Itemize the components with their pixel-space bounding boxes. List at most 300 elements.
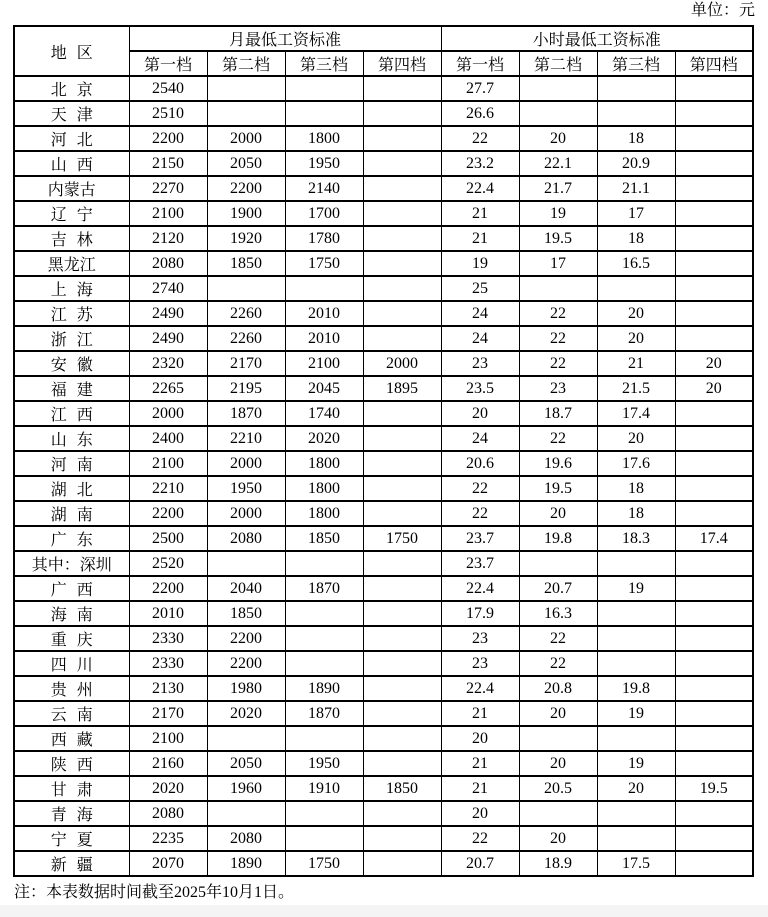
monthly-value-cell: 2160 (129, 751, 207, 776)
hourly-value-cell (519, 726, 597, 751)
monthly-value-cell: 2540 (129, 76, 207, 101)
region-cell: 四 川 (14, 651, 129, 676)
minimum-wage-table (13, 25, 754, 877)
region-cell: 陕 西 (14, 751, 129, 776)
monthly-value-cell (207, 276, 285, 301)
hourly-value-cell: 22.4 (441, 176, 519, 201)
hourly-value-cell: 18.9 (519, 851, 597, 876)
table-row (14, 676, 753, 701)
region-cell: 江 西 (14, 401, 129, 426)
table-row (14, 101, 753, 126)
hourly-value-cell (675, 626, 753, 651)
tier-header: 第三档 (285, 51, 363, 76)
table-row (14, 551, 753, 576)
monthly-value-cell (363, 326, 441, 351)
monthly-value-cell (363, 826, 441, 851)
hourly-value-cell: 23.7 (441, 551, 519, 576)
hourly-value-cell: 17.5 (597, 851, 675, 876)
monthly-value-cell: 2080 (129, 801, 207, 826)
hourly-value-cell: 22 (519, 651, 597, 676)
hourly-value-cell: 22.4 (441, 676, 519, 701)
hourly-value-cell (675, 601, 753, 626)
hourly-value-cell: 20 (597, 301, 675, 326)
region-cell: 天 津 (14, 101, 129, 126)
monthly-value-cell: 2050 (207, 751, 285, 776)
monthly-value-cell: 2200 (207, 176, 285, 201)
monthly-value-cell: 1980 (207, 676, 285, 701)
hourly-value-cell (675, 576, 753, 601)
hourly-value-cell (519, 276, 597, 301)
monthly-value-cell: 2320 (129, 351, 207, 376)
monthly-value-cell: 2100 (129, 726, 207, 751)
monthly-value-cell: 2000 (207, 501, 285, 526)
monthly-value-cell: 1750 (285, 251, 363, 276)
hourly-value-cell: 21 (441, 751, 519, 776)
monthly-value-cell: 2140 (285, 176, 363, 201)
hourly-value-cell: 23 (441, 626, 519, 651)
region-cell: 湖 南 (14, 501, 129, 526)
region-cell: 福 建 (14, 376, 129, 401)
hourly-value-cell: 20 (519, 126, 597, 151)
monthly-value-cell: 2080 (129, 251, 207, 276)
hourly-value-cell (597, 101, 675, 126)
region-cell: 贵 州 (14, 676, 129, 701)
monthly-value-cell: 2260 (207, 326, 285, 351)
region-cell: 湖 北 (14, 476, 129, 501)
table-row (14, 226, 753, 251)
hourly-value-cell: 26.6 (441, 101, 519, 126)
hourly-value-cell: 19.5 (519, 226, 597, 251)
table-row (14, 176, 753, 201)
table-row (14, 376, 753, 401)
monthly-value-cell (207, 76, 285, 101)
table-row (14, 776, 753, 801)
monthly-value-cell: 1960 (207, 776, 285, 801)
hourly-value-cell: 24 (441, 326, 519, 351)
hourly-value-cell: 23.2 (441, 151, 519, 176)
monthly-value-cell: 2330 (129, 651, 207, 676)
monthly-value-cell: 1950 (207, 476, 285, 501)
hourly-value-cell: 20 (441, 726, 519, 751)
monthly-value-cell (285, 801, 363, 826)
region-cell: 吉 林 (14, 226, 129, 251)
hourly-value-cell: 22 (519, 351, 597, 376)
hourly-value-cell (597, 626, 675, 651)
table-header (14, 26, 753, 76)
hourly-value-cell: 20 (597, 326, 675, 351)
region-cell: 广 东 (14, 526, 129, 551)
hourly-value-cell: 23.7 (441, 526, 519, 551)
hourly-value-cell (675, 651, 753, 676)
hourly-value-cell: 20.7 (441, 851, 519, 876)
hourly-value-cell: 19 (597, 576, 675, 601)
hourly-value-cell: 20 (597, 426, 675, 451)
monthly-value-cell: 2010 (129, 601, 207, 626)
monthly-value-cell (207, 101, 285, 126)
hourly-value-cell: 16.5 (597, 251, 675, 276)
table-row (14, 276, 753, 301)
table-row (14, 426, 753, 451)
hourly-value-cell: 20 (441, 401, 519, 426)
monthly-value-cell: 2510 (129, 101, 207, 126)
hourly-value-cell: 17.4 (597, 401, 675, 426)
monthly-value-cell: 2020 (207, 701, 285, 726)
monthly-value-cell: 2130 (129, 676, 207, 701)
monthly-value-cell: 1700 (285, 201, 363, 226)
monthly-value-cell: 1920 (207, 226, 285, 251)
hourly-value-cell: 19 (519, 201, 597, 226)
monthly-value-cell: 1870 (285, 701, 363, 726)
region-cell: 宁 夏 (14, 826, 129, 851)
monthly-value-cell (363, 551, 441, 576)
monthly-value-cell: 1870 (285, 576, 363, 601)
monthly-value-cell: 2000 (207, 451, 285, 476)
monthly-value-cell: 1750 (285, 851, 363, 876)
hourly-value-cell: 22 (441, 476, 519, 501)
monthly-value-cell (363, 126, 441, 151)
table-row (14, 326, 753, 351)
hourly-value-cell (675, 751, 753, 776)
monthly-value-cell: 2010 (285, 326, 363, 351)
monthly-value-cell: 2195 (207, 376, 285, 401)
hourly-value-cell (675, 826, 753, 851)
hourly-value-cell: 20 (519, 826, 597, 851)
monthly-value-cell: 1750 (363, 526, 441, 551)
region-cell: 重 庆 (14, 626, 129, 651)
monthly-value-cell: 2000 (129, 401, 207, 426)
monthly-value-cell (285, 626, 363, 651)
monthly-value-cell: 1890 (285, 676, 363, 701)
tier-header: 第一档 (441, 51, 519, 76)
hourly-value-cell: 24 (441, 301, 519, 326)
bottom-strip (0, 905, 768, 917)
hourly-value-cell: 19 (597, 751, 675, 776)
hourly-value-cell (597, 801, 675, 826)
monthly-value-cell: 1895 (363, 376, 441, 401)
hourly-value-cell: 20.8 (519, 676, 597, 701)
hourly-value-cell: 22.4 (441, 576, 519, 601)
tier-header: 第三档 (597, 51, 675, 76)
monthly-value-cell (207, 726, 285, 751)
hourly-value-cell: 21.7 (519, 176, 597, 201)
region-cell: 河 南 (14, 451, 129, 476)
monthly-value-cell (363, 251, 441, 276)
hourly-value-cell (675, 76, 753, 101)
monthly-value-cell: 2520 (129, 551, 207, 576)
hourly-value-cell: 17.9 (441, 601, 519, 626)
region-column-header: 地 区 (14, 26, 129, 76)
table-row (14, 401, 753, 426)
hourly-value-cell (675, 276, 753, 301)
hourly-value-cell: 19.5 (519, 476, 597, 501)
monthly-value-cell: 2070 (129, 851, 207, 876)
monthly-value-cell (363, 476, 441, 501)
table-row (14, 126, 753, 151)
monthly-value-cell (363, 426, 441, 451)
hourly-value-cell: 21 (441, 226, 519, 251)
region-cell: 河 北 (14, 126, 129, 151)
monthly-value-cell: 2260 (207, 301, 285, 326)
hourly-value-cell: 22.1 (519, 151, 597, 176)
region-cell: 黑龙江 (14, 251, 129, 276)
table-row (14, 726, 753, 751)
monthly-value-cell (363, 451, 441, 476)
monthly-value-cell: 2270 (129, 176, 207, 201)
hourly-value-cell: 17.6 (597, 451, 675, 476)
hourly-value-cell: 20 (519, 701, 597, 726)
table-row (14, 251, 753, 276)
hourly-value-cell: 21.5 (597, 376, 675, 401)
hourly-value-cell: 20.5 (519, 776, 597, 801)
region-cell: 其中：深圳 (14, 551, 129, 576)
hourly-value-cell: 21 (441, 201, 519, 226)
monthly-value-cell (363, 176, 441, 201)
monthly-value-cell: 2235 (129, 826, 207, 851)
monthly-value-cell: 2020 (285, 426, 363, 451)
monthly-value-cell: 1800 (285, 126, 363, 151)
monthly-value-cell: 2100 (129, 201, 207, 226)
hourly-value-cell: 20.6 (441, 451, 519, 476)
hourly-value-cell: 23.5 (441, 376, 519, 401)
hourly-value-cell: 20.7 (519, 576, 597, 601)
hourly-value-cell: 19.5 (675, 776, 753, 801)
region-cell: 山 东 (14, 426, 129, 451)
hourly-value-cell (597, 276, 675, 301)
monthly-value-cell: 1850 (207, 601, 285, 626)
monthly-value-cell: 2210 (207, 426, 285, 451)
hourly-value-cell: 21 (441, 776, 519, 801)
hourly-value-cell (519, 551, 597, 576)
monthly-value-cell: 1800 (285, 476, 363, 501)
monthly-value-cell: 1740 (285, 401, 363, 426)
monthly-value-cell (285, 726, 363, 751)
hourly-value-cell (675, 551, 753, 576)
region-cell: 浙 江 (14, 326, 129, 351)
hourly-value-cell (675, 176, 753, 201)
table-row (14, 151, 753, 176)
hourly-value-cell: 18 (597, 501, 675, 526)
monthly-value-cell (363, 226, 441, 251)
region-cell: 安 徽 (14, 351, 129, 376)
hourly-value-cell: 27.7 (441, 76, 519, 101)
hourly-value-cell: 18 (597, 476, 675, 501)
region-cell: 新 疆 (14, 851, 129, 876)
monthly-value-cell: 2740 (129, 276, 207, 301)
monthly-value-cell (285, 101, 363, 126)
hourly-value-cell: 19.8 (597, 676, 675, 701)
tier-header: 第一档 (129, 51, 207, 76)
hourly-value-cell: 19 (597, 701, 675, 726)
table-row (14, 601, 753, 626)
hourly-value-cell (675, 101, 753, 126)
table-row (14, 301, 753, 326)
monthly-value-cell: 1910 (285, 776, 363, 801)
hourly-value-cell: 17 (597, 201, 675, 226)
monthly-value-cell (207, 551, 285, 576)
monthly-value-cell: 1780 (285, 226, 363, 251)
monthly-value-cell (363, 676, 441, 701)
monthly-value-cell (363, 701, 441, 726)
monthly-value-cell: 1870 (207, 401, 285, 426)
monthly-value-cell (363, 201, 441, 226)
hourly-value-cell: 20 (675, 376, 753, 401)
monthly-value-cell: 1800 (285, 501, 363, 526)
table-row (14, 626, 753, 651)
monthly-value-cell: 2100 (129, 451, 207, 476)
hourly-value-cell (519, 101, 597, 126)
hourly-value-cell: 22 (441, 126, 519, 151)
monthly-value-cell (285, 276, 363, 301)
region-cell: 上 海 (14, 276, 129, 301)
hourly-value-cell: 23 (441, 351, 519, 376)
hourly-value-cell (519, 801, 597, 826)
group-header-row (14, 26, 753, 51)
region-cell: 北 京 (14, 76, 129, 101)
monthly-value-cell: 2170 (207, 351, 285, 376)
hourly-value-cell (675, 501, 753, 526)
hourly-value-cell (675, 451, 753, 476)
table-row (14, 651, 753, 676)
hourly-value-cell: 22 (519, 626, 597, 651)
monthly-group-header: 月最低工资标准 (129, 26, 441, 51)
monthly-value-cell: 2000 (363, 351, 441, 376)
monthly-value-cell: 2050 (207, 151, 285, 176)
footnote: 注：本表数据时间截至2025年10月1日。 (14, 884, 295, 901)
hourly-value-cell: 20 (675, 351, 753, 376)
hourly-value-cell: 23 (519, 376, 597, 401)
monthly-value-cell: 1850 (363, 776, 441, 801)
monthly-value-cell: 2040 (207, 576, 285, 601)
monthly-value-cell (363, 301, 441, 326)
monthly-value-cell (285, 601, 363, 626)
hourly-value-cell: 22 (441, 826, 519, 851)
hourly-value-cell (597, 551, 675, 576)
table-row (14, 451, 753, 476)
hourly-value-cell: 19.6 (519, 451, 597, 476)
hourly-value-cell (675, 301, 753, 326)
monthly-value-cell: 2200 (129, 126, 207, 151)
hourly-value-cell (675, 201, 753, 226)
hourly-value-cell: 17 (519, 251, 597, 276)
hourly-value-cell (675, 701, 753, 726)
hourly-value-cell: 18.7 (519, 401, 597, 426)
monthly-value-cell: 2080 (207, 526, 285, 551)
region-cell: 西 藏 (14, 726, 129, 751)
monthly-value-cell (363, 501, 441, 526)
monthly-value-cell: 2045 (285, 376, 363, 401)
monthly-value-cell: 2490 (129, 301, 207, 326)
region-cell: 广 西 (14, 576, 129, 601)
monthly-value-cell (363, 151, 441, 176)
monthly-value-cell (363, 601, 441, 626)
monthly-value-cell (363, 626, 441, 651)
hourly-value-cell: 22 (519, 326, 597, 351)
hourly-value-cell: 22 (441, 501, 519, 526)
table-row (14, 576, 753, 601)
monthly-value-cell (285, 826, 363, 851)
monthly-value-cell: 2200 (207, 651, 285, 676)
monthly-value-cell: 1900 (207, 201, 285, 226)
monthly-value-cell: 1950 (285, 751, 363, 776)
tier-header: 第四档 (675, 51, 753, 76)
hourly-value-cell (597, 76, 675, 101)
hourly-value-cell (675, 151, 753, 176)
region-cell: 江 苏 (14, 301, 129, 326)
table-row (14, 76, 753, 101)
hourly-value-cell: 23 (441, 651, 519, 676)
hourly-value-cell: 17.4 (675, 526, 753, 551)
hourly-value-cell: 20.9 (597, 151, 675, 176)
hourly-value-cell: 21 (597, 351, 675, 376)
hourly-value-cell (675, 226, 753, 251)
table-row (14, 801, 753, 826)
monthly-value-cell (285, 551, 363, 576)
hourly-value-cell: 19.8 (519, 526, 597, 551)
hourly-value-cell (675, 476, 753, 501)
monthly-value-cell: 1950 (285, 151, 363, 176)
region-cell: 内蒙古 (14, 176, 129, 201)
tier-header: 第二档 (519, 51, 597, 76)
hourly-value-cell (675, 851, 753, 876)
monthly-value-cell (207, 801, 285, 826)
table-row (14, 476, 753, 501)
table-row (14, 851, 753, 876)
monthly-value-cell: 1890 (207, 851, 285, 876)
tier-header: 第二档 (207, 51, 285, 76)
hourly-value-cell (675, 426, 753, 451)
monthly-value-cell: 2265 (129, 376, 207, 401)
monthly-value-cell: 2170 (129, 701, 207, 726)
hourly-value-cell: 24 (441, 426, 519, 451)
region-cell: 云 南 (14, 701, 129, 726)
monthly-value-cell (363, 101, 441, 126)
monthly-value-cell: 1800 (285, 451, 363, 476)
monthly-value-cell: 2200 (129, 501, 207, 526)
hourly-value-cell (675, 676, 753, 701)
monthly-value-cell (363, 651, 441, 676)
monthly-value-cell: 2500 (129, 526, 207, 551)
monthly-value-cell: 2120 (129, 226, 207, 251)
monthly-value-cell: 2200 (207, 626, 285, 651)
hourly-group-header: 小时最低工资标准 (441, 26, 753, 51)
table-row (14, 526, 753, 551)
monthly-value-cell: 2200 (129, 576, 207, 601)
hourly-value-cell (597, 651, 675, 676)
monthly-value-cell: 2150 (129, 151, 207, 176)
monthly-value-cell (363, 576, 441, 601)
table-row (14, 351, 753, 376)
monthly-value-cell: 2020 (129, 776, 207, 801)
hourly-value-cell (675, 326, 753, 351)
table-body (14, 76, 753, 876)
monthly-value-cell: 2490 (129, 326, 207, 351)
hourly-value-cell: 20 (441, 801, 519, 826)
monthly-value-cell (363, 726, 441, 751)
monthly-value-cell: 2080 (207, 826, 285, 851)
table-row (14, 501, 753, 526)
unit-label: 单位：元 (690, 2, 755, 19)
table-row (14, 701, 753, 726)
hourly-value-cell (597, 726, 675, 751)
hourly-value-cell: 21 (441, 701, 519, 726)
tier-header: 第四档 (363, 51, 441, 76)
hourly-value-cell (597, 601, 675, 626)
hourly-value-cell (675, 726, 753, 751)
monthly-value-cell: 2010 (285, 301, 363, 326)
monthly-value-cell (363, 276, 441, 301)
hourly-value-cell: 20 (519, 501, 597, 526)
hourly-value-cell: 18.3 (597, 526, 675, 551)
